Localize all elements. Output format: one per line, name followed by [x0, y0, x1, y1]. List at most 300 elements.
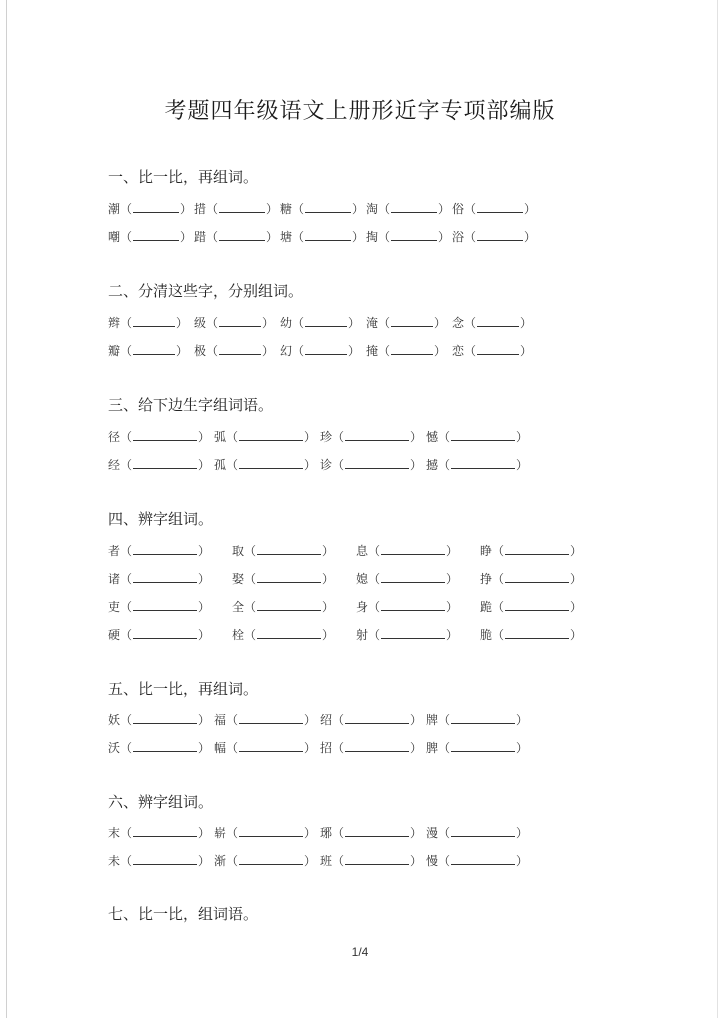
open-paren: （ [226, 713, 239, 727]
open-paren: （ [378, 202, 391, 216]
word-item [452, 342, 532, 359]
word-item [366, 200, 450, 217]
answer-blank[interactable] [381, 572, 445, 583]
section-heading: 二、分清这些字，分别组词。 [108, 282, 304, 300]
character: 息 [356, 544, 369, 558]
character: 瓣 [108, 344, 121, 358]
close-paren: ） [410, 430, 423, 444]
open-paren: （ [492, 572, 505, 586]
answer-blank[interactable] [505, 600, 569, 611]
close-paren: ） [352, 202, 365, 216]
open-paren: （ [464, 202, 477, 216]
answer-blank[interactable] [133, 202, 179, 213]
word-item [480, 542, 582, 559]
open-paren: （ [332, 430, 345, 444]
section-heading: 三、给下边生字组词语。 [108, 396, 274, 414]
word-item [108, 598, 210, 615]
character: 未 [108, 854, 121, 868]
answer-blank[interactable] [219, 316, 261, 327]
answer-blank[interactable] [391, 344, 433, 355]
character: 嘲 [108, 230, 121, 244]
open-paren: （ [492, 600, 505, 614]
open-paren: （ [332, 826, 345, 840]
close-paren: ） [348, 344, 361, 358]
answer-blank[interactable] [305, 202, 351, 213]
open-paren: （ [438, 713, 451, 727]
open-paren: （ [120, 854, 133, 868]
close-paren: ） [410, 713, 423, 727]
character: 媳 [356, 572, 369, 586]
character: 浴 [452, 230, 465, 244]
answer-blank[interactable] [381, 628, 445, 639]
word-item [280, 228, 364, 245]
word-item [426, 852, 528, 869]
character: 弧 [214, 430, 227, 444]
answer-blank[interactable] [477, 202, 523, 213]
close-paren: ） [570, 572, 583, 586]
character: 硬 [108, 628, 121, 642]
word-item [232, 598, 334, 615]
character: 沃 [108, 741, 121, 755]
character: 慢 [426, 854, 439, 868]
open-paren: （ [226, 430, 239, 444]
word-item [280, 200, 364, 217]
word-item [108, 739, 210, 756]
answer-blank[interactable] [345, 430, 409, 441]
character: 妖 [108, 713, 121, 727]
open-paren: （ [120, 713, 133, 727]
answer-blank[interactable] [239, 854, 303, 865]
answer-blank[interactable] [505, 544, 569, 555]
answer-blank[interactable] [451, 458, 515, 469]
answer-blank[interactable] [391, 202, 437, 213]
close-paren: ） [304, 430, 317, 444]
answer-blank[interactable] [345, 826, 409, 837]
character: 淹 [366, 316, 379, 330]
answer-blank[interactable] [133, 854, 197, 865]
open-paren: （ [368, 600, 381, 614]
answer-blank[interactable] [305, 230, 351, 241]
word-item [480, 626, 582, 643]
close-paren: ） [198, 741, 211, 755]
close-paren: ） [438, 202, 451, 216]
character: 牌 [426, 713, 439, 727]
character: 径 [108, 430, 121, 444]
open-paren: （ [378, 230, 391, 244]
character: 吏 [108, 600, 121, 614]
open-paren: （ [206, 344, 219, 358]
character: 掩 [366, 344, 379, 358]
page-number: 1/4 [351, 945, 369, 959]
section-heading: 五、比一比，再组词。 [108, 680, 259, 698]
open-paren: （ [206, 202, 219, 216]
word-item [366, 342, 446, 359]
word-item [214, 711, 316, 728]
open-paren: （ [378, 344, 391, 358]
word-item [108, 542, 210, 559]
character: 俗 [452, 202, 465, 216]
character: 珍 [320, 430, 333, 444]
open-paren: （ [244, 628, 257, 642]
open-paren: （ [464, 316, 477, 330]
close-paren: ） [570, 628, 583, 642]
close-paren: ） [446, 544, 459, 558]
character: 辫 [108, 316, 121, 330]
word-item [108, 314, 188, 331]
close-paren: ） [198, 826, 211, 840]
word-item [108, 342, 188, 359]
close-paren: ） [322, 628, 335, 642]
character: 塘 [280, 230, 293, 244]
answer-blank[interactable] [345, 713, 409, 724]
close-paren: ） [352, 230, 365, 244]
word-item [280, 342, 360, 359]
open-paren: （ [120, 430, 133, 444]
character: 恋 [452, 344, 465, 358]
answer-blank[interactable] [381, 600, 445, 611]
open-paren: （ [120, 544, 133, 558]
word-item [108, 200, 192, 217]
word-item [194, 314, 274, 331]
open-paren: （ [464, 344, 477, 358]
open-paren: （ [120, 826, 133, 840]
close-paren: ） [434, 316, 447, 330]
answer-blank[interactable] [133, 572, 197, 583]
character: 幼 [280, 316, 293, 330]
answer-blank[interactable] [305, 344, 347, 355]
word-item [214, 456, 316, 473]
character: 栓 [232, 628, 245, 642]
word-item [320, 739, 422, 756]
character: 淘 [366, 202, 379, 216]
close-paren: ） [304, 713, 317, 727]
character: 撼 [426, 458, 439, 472]
answer-blank[interactable] [133, 430, 197, 441]
close-paren: ） [198, 572, 211, 586]
close-paren: ） [516, 458, 529, 472]
close-paren: ） [570, 600, 583, 614]
word-item [320, 824, 422, 841]
word-item [214, 739, 316, 756]
answer-blank[interactable] [257, 572, 321, 583]
close-paren: ） [410, 826, 423, 840]
character: 班 [320, 854, 333, 868]
open-paren: （ [378, 316, 391, 330]
close-paren: ） [304, 458, 317, 472]
character: 娶 [232, 572, 245, 586]
close-paren: ） [266, 202, 279, 216]
open-paren: （ [368, 572, 381, 586]
close-paren: ） [266, 230, 279, 244]
open-paren: （ [226, 826, 239, 840]
character: 身 [356, 600, 369, 614]
character: 念 [452, 316, 465, 330]
word-item [480, 598, 582, 615]
open-paren: （ [438, 458, 451, 472]
close-paren: ） [410, 458, 423, 472]
open-paren: （ [292, 316, 305, 330]
word-item [232, 570, 334, 587]
character: 脆 [480, 628, 493, 642]
close-paren: ） [446, 572, 459, 586]
answer-blank[interactable] [219, 202, 265, 213]
character: 极 [194, 344, 207, 358]
open-paren: （ [206, 316, 219, 330]
character: 孤 [214, 458, 227, 472]
open-paren: （ [438, 826, 451, 840]
open-paren: （ [464, 230, 477, 244]
word-item [194, 200, 278, 217]
close-paren: ） [348, 316, 361, 330]
word-item [426, 824, 528, 841]
word-item [194, 342, 274, 359]
close-paren: ） [180, 230, 193, 244]
word-item [108, 428, 210, 445]
close-paren: ） [304, 826, 317, 840]
word-item [356, 598, 458, 615]
open-paren: （ [244, 544, 257, 558]
close-paren: ） [198, 854, 211, 868]
open-paren: （ [492, 544, 505, 558]
open-paren: （ [120, 344, 133, 358]
close-paren: ） [516, 826, 529, 840]
word-item [320, 456, 422, 473]
word-item [426, 428, 528, 445]
character: 漫 [426, 826, 439, 840]
answer-blank[interactable] [239, 713, 303, 724]
open-paren: （ [120, 230, 133, 244]
open-paren: （ [226, 854, 239, 868]
answer-blank[interactable] [477, 316, 519, 327]
word-item [232, 542, 334, 559]
word-item [108, 852, 210, 869]
character: 潮 [108, 202, 121, 216]
word-item [232, 626, 334, 643]
open-paren: （ [438, 854, 451, 868]
open-paren: （ [120, 458, 133, 472]
open-paren: （ [438, 430, 451, 444]
close-paren: ） [446, 600, 459, 614]
answer-blank[interactable] [133, 230, 179, 241]
close-paren: ） [520, 344, 533, 358]
answer-blank[interactable] [133, 628, 197, 639]
open-paren: （ [120, 572, 133, 586]
character: 憾 [426, 430, 439, 444]
answer-blank[interactable] [477, 344, 519, 355]
open-paren: （ [368, 544, 381, 558]
word-item [108, 824, 210, 841]
character: 取 [232, 544, 245, 558]
word-item [452, 314, 532, 331]
character: 掏 [366, 230, 379, 244]
answer-blank[interactable] [239, 458, 303, 469]
character: 脾 [426, 741, 439, 755]
close-paren: ） [516, 713, 529, 727]
close-paren: ） [410, 741, 423, 755]
close-paren: ） [322, 572, 335, 586]
close-paren: ） [570, 544, 583, 558]
word-item [426, 711, 528, 728]
close-paren: ） [516, 430, 529, 444]
word-item [426, 739, 528, 756]
page-border [717, 0, 718, 1018]
answer-blank[interactable] [239, 826, 303, 837]
character: 射 [356, 628, 369, 642]
answer-blank[interactable] [505, 628, 569, 639]
open-paren: （ [292, 344, 305, 358]
answer-blank[interactable] [257, 544, 321, 555]
answer-blank[interactable] [133, 600, 197, 611]
character: 踖 [194, 230, 207, 244]
word-item [356, 542, 458, 559]
character: 绍 [320, 713, 333, 727]
answer-blank[interactable] [305, 316, 347, 327]
open-paren: （ [120, 202, 133, 216]
character: 睁 [480, 544, 493, 558]
close-paren: ） [262, 344, 275, 358]
word-item [108, 456, 210, 473]
close-paren: ） [438, 230, 451, 244]
section-heading: 七、比一比，组词语。 [108, 905, 259, 923]
open-paren: （ [226, 741, 239, 755]
answer-blank[interactable] [345, 854, 409, 865]
close-paren: ） [262, 316, 275, 330]
open-paren: （ [206, 230, 219, 244]
word-item [108, 626, 210, 643]
word-item [108, 228, 192, 245]
word-item [214, 428, 316, 445]
character: 糖 [280, 202, 293, 216]
character: 诊 [320, 458, 333, 472]
answer-blank[interactable] [239, 430, 303, 441]
close-paren: ） [516, 741, 529, 755]
close-paren: ） [304, 741, 317, 755]
open-paren: （ [368, 628, 381, 642]
answer-blank[interactable] [239, 741, 303, 752]
close-paren: ） [180, 202, 193, 216]
open-paren: （ [244, 600, 257, 614]
character: 渐 [214, 854, 227, 868]
word-item [356, 570, 458, 587]
word-item [426, 456, 528, 473]
character: 招 [320, 741, 333, 755]
open-paren: （ [120, 741, 133, 755]
word-item [480, 570, 582, 587]
answer-blank[interactable] [219, 230, 265, 241]
page-title: 考题四年级语文上册形近字专项部编版 [164, 99, 556, 124]
open-paren: （ [292, 202, 305, 216]
character: 琊 [320, 826, 333, 840]
word-item [356, 626, 458, 643]
close-paren: ） [434, 344, 447, 358]
section-heading: 一、比一比，再组词。 [108, 168, 259, 186]
open-paren: （ [120, 316, 133, 330]
answer-blank[interactable] [391, 316, 433, 327]
answer-blank[interactable] [505, 572, 569, 583]
answer-blank[interactable] [133, 458, 197, 469]
answer-blank[interactable] [133, 826, 197, 837]
open-paren: （ [244, 572, 257, 586]
character: 挣 [480, 572, 493, 586]
word-item [452, 228, 536, 245]
close-paren: ） [176, 344, 189, 358]
section-heading: 六、辨字组词。 [108, 793, 214, 811]
character: 者 [108, 544, 121, 558]
character: 末 [108, 826, 121, 840]
answer-blank[interactable] [451, 713, 515, 724]
open-paren: （ [492, 628, 505, 642]
word-item [108, 711, 210, 728]
close-paren: ） [322, 544, 335, 558]
open-paren: （ [292, 230, 305, 244]
answer-blank[interactable] [451, 430, 515, 441]
character: 级 [194, 316, 207, 330]
word-item [320, 852, 422, 869]
close-paren: ） [198, 713, 211, 727]
word-item [366, 314, 446, 331]
answer-blank[interactable] [451, 854, 515, 865]
character: 崭 [214, 826, 227, 840]
character: 全 [232, 600, 245, 614]
close-paren: ） [198, 430, 211, 444]
character: 跪 [480, 600, 493, 614]
answer-blank[interactable] [451, 826, 515, 837]
close-paren: ） [322, 600, 335, 614]
answer-blank[interactable] [477, 230, 523, 241]
word-item [108, 570, 210, 587]
answer-blank[interactable] [391, 230, 437, 241]
answer-blank[interactable] [257, 628, 321, 639]
open-paren: （ [332, 741, 345, 755]
word-item [320, 711, 422, 728]
close-paren: ） [520, 316, 533, 330]
word-item [214, 824, 316, 841]
close-paren: ） [524, 202, 537, 216]
answer-blank[interactable] [257, 600, 321, 611]
answer-blank[interactable] [133, 544, 197, 555]
open-paren: （ [332, 713, 345, 727]
answer-blank[interactable] [133, 713, 197, 724]
close-paren: ） [524, 230, 537, 244]
word-item [452, 200, 536, 217]
answer-blank[interactable] [133, 344, 175, 355]
answer-blank[interactable] [381, 544, 445, 555]
word-item [320, 428, 422, 445]
close-paren: ） [410, 854, 423, 868]
answer-blank[interactable] [133, 741, 197, 752]
answer-blank[interactable] [219, 344, 261, 355]
word-item [366, 228, 450, 245]
close-paren: ） [198, 600, 211, 614]
character: 经 [108, 458, 121, 472]
close-paren: ） [198, 544, 211, 558]
open-paren: （ [332, 854, 345, 868]
answer-blank[interactable] [133, 316, 175, 327]
open-paren: （ [332, 458, 345, 472]
section-heading: 四、辨字组词。 [108, 510, 214, 528]
answer-blank[interactable] [345, 458, 409, 469]
word-item [214, 852, 316, 869]
open-paren: （ [120, 600, 133, 614]
word-item [194, 228, 278, 245]
page-border [6, 0, 7, 1018]
close-paren: ） [198, 458, 211, 472]
answer-blank[interactable] [345, 741, 409, 752]
answer-blank[interactable] [451, 741, 515, 752]
open-paren: （ [226, 458, 239, 472]
character: 福 [214, 713, 227, 727]
character: 幻 [280, 344, 293, 358]
